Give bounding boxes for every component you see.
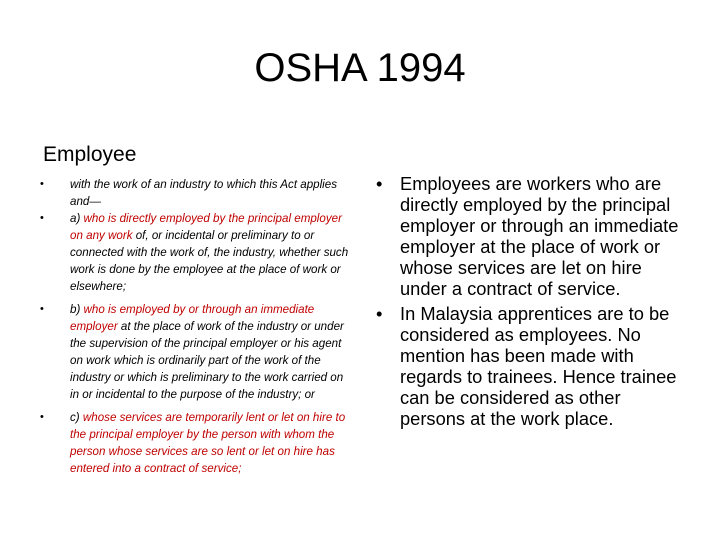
left-list-item [40,301,350,403]
bullet-icon: • [40,411,44,423]
left-list-item [40,176,350,210]
left-list-item [40,409,350,477]
left-item-highlight: whose services are temporarily lent or let on hire to the principal employer by the person with whom the person whose services are so lent or let on hire has entered into a contract of service; [70,411,346,475]
left-item-text: of, or incidental or preliminary to or connected with the work of, the industry, whether such work is done by the employee at the place of work or elsewhere; [70,229,349,293]
left-item-text: with the work of an industry to which this Act applies and— [70,178,337,208]
left-item-text: a) [70,212,84,225]
bullet-icon: • [376,173,383,194]
left-item-text: at the place of work of the industry or under the supervision of the principal employer or his agent on work which is ordinarily part of the work of the industry or which is preliminary to the work carried on in or incidental to the purpose of the industry; or [70,320,344,401]
right-list-item [370,303,690,429]
left-item-text: b) [70,303,84,316]
left-bullet-list [40,176,350,483]
right-item-text: Employees are workers who are directly employed by the principal employer or through an immediate employer at the place of work or whose services are let on hire under a contract of service. [400,173,679,299]
left-item-highlight: who is employed by or through an immediate employer [70,303,315,333]
right-bullet-list [370,173,690,433]
bullet-icon: • [40,212,44,224]
bullet-icon: • [376,303,383,324]
left-heading: Employee [43,143,137,166]
bullet-icon: • [40,178,44,190]
slide-title: OSHA 1994 [254,46,466,90]
left-item-text: c) [70,411,83,424]
bullet-icon: • [40,303,44,315]
left-item-highlight: who is directly employed by the principal employer on any work [70,212,342,242]
left-list-item [40,210,350,295]
right-item-text: In Malaysia apprentices are to be considered as employees. No mention has been made with regards to trainees. Hence trainee can be considered as other persons at the work place. [400,303,677,429]
right-list-item [370,173,690,299]
